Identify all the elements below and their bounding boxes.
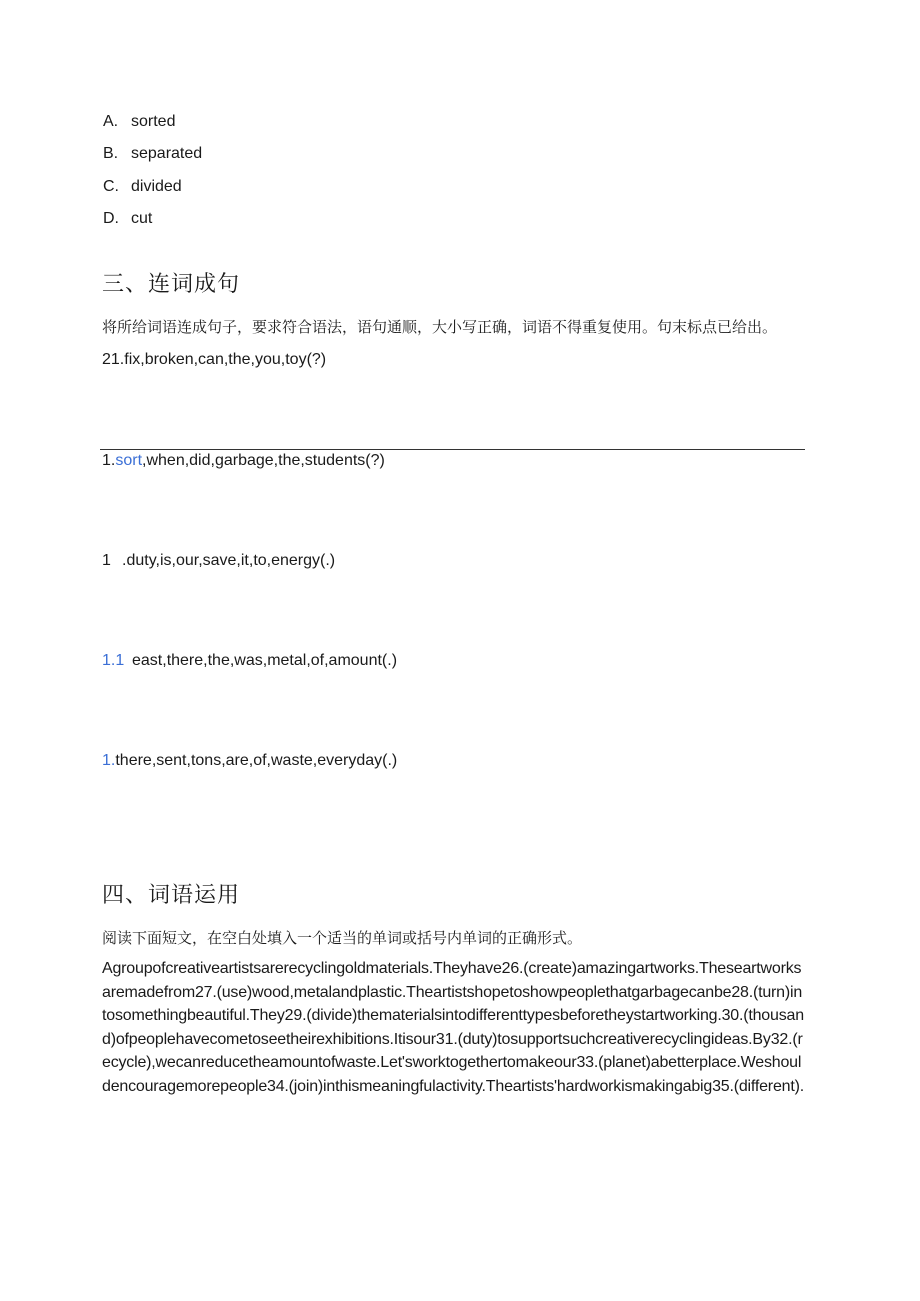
- question-text: there,sent,tons,are,of,waste,everyday(.): [115, 752, 398, 769]
- section4-instruction: 阅读下面短文，在空白处填入一个适当的单词或括号内单词的正确形式。: [102, 930, 583, 947]
- option-c: [103, 178, 182, 196]
- question-prefix: 1.1: [102, 652, 125, 669]
- option-text: divided: [131, 178, 182, 195]
- question-highlight: sort: [115, 452, 143, 469]
- question-prefix: 1: [102, 552, 111, 569]
- question-text: 21.fix,broken,can,the,you,toy(?): [102, 351, 327, 368]
- question-text: ,when,did,garbage,the,students(?): [142, 452, 385, 469]
- question-21: [102, 351, 326, 369]
- reading-passage: Agroupofcreativeartistsarerecyclingoldmaterials.Theyhave26.(create)amazingartworks.Theseartworksaremadefrom27.(use)wood,metalandplastic.Theartistshopetoshowpeoplethatgarbagecanbe28.(turn)intosomethingbeautiful.They29.(divide)thematerialsintodifferenttypesbeforetheystartworking.30.(thousand)ofpeoplehavecometoseetheirexhibitions.Itisour31.(duty)tosupportsuchcreativerecyclingideas.By32.(recycle),wecanreducetheamountofwaste.Let'sworktogethertomakeour33.(planet)abetterplace.Weshouldencouragemorepeople34.(join)inthismeaningfulactivity.Theartists'hardworkismakingabig35.(different).: [102, 960, 804, 1095]
- option-text: cut: [131, 210, 153, 227]
- question-24: [102, 652, 397, 670]
- section3-instruction: 将所给词语连成句子，要求符合语法，语句通顺，大小写正确，词语不得重复使用。句末标点已给出。: [102, 319, 778, 336]
- question-23: [102, 552, 335, 570]
- option-b: [103, 145, 202, 163]
- option-text: sorted: [131, 113, 176, 130]
- question-prefix: 1.: [102, 452, 116, 469]
- question-text: .duty,is,our,save,it,to,energy(.): [122, 552, 336, 569]
- option-letter: B.: [103, 145, 119, 162]
- question-text: east,there,the,was,metal,of,amount(.): [132, 652, 398, 669]
- section4-title: 四、词语运用: [102, 882, 241, 907]
- question-25: [102, 752, 397, 770]
- option-letter: D.: [103, 210, 119, 227]
- section3-title: 三、连词成句: [102, 271, 241, 296]
- option-letter: A.: [103, 113, 119, 130]
- option-d: [103, 210, 152, 228]
- question-22: [102, 452, 385, 470]
- option-text: separated: [131, 145, 203, 162]
- answer-line: [100, 449, 805, 450]
- option-letter: C.: [103, 178, 119, 195]
- option-a: [103, 113, 175, 131]
- question-prefix: 1.: [102, 752, 116, 769]
